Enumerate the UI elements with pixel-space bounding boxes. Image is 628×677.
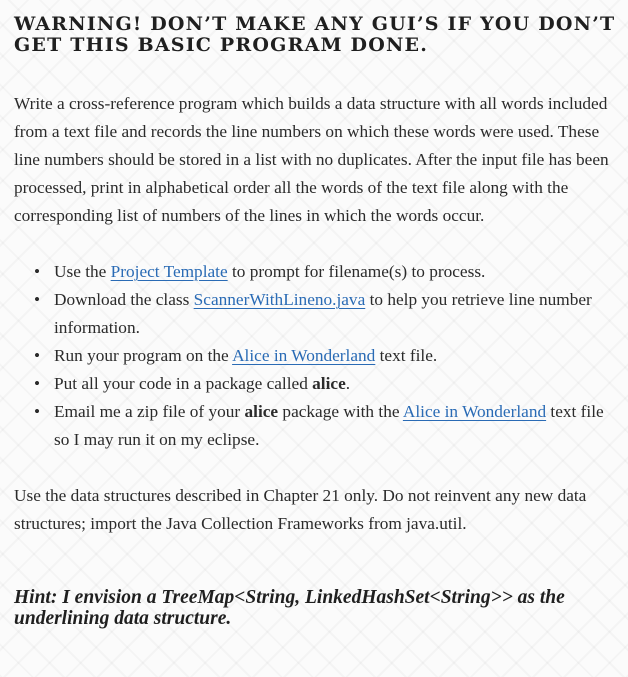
project-template-link[interactable]: Project Template [110,262,228,281]
package-name: alice [312,374,346,393]
task-text: . [345,374,351,393]
task-text: Email me a zip file of your [54,402,245,421]
task-list [14,258,618,454]
task-text: Use the [54,262,111,281]
alice-in-wonderland-link[interactable]: Alice in Wonderland [402,402,547,421]
task-text: package with the [278,402,403,421]
list-item [14,258,618,286]
list-item [14,286,618,342]
task-text: Download the class [54,290,194,309]
bullet-icon: • [34,290,41,309]
hint-text: Hint: I envision a TreeMap<String, LinkedHashSet<String>> as the underlining data structure. [14,587,565,629]
list-item [14,398,618,454]
package-name: alice [244,402,279,421]
task-text: to help you retrieve line number information. [54,290,592,337]
task-text: Put all your code in a package called [54,374,313,393]
task-text: text file. [375,346,438,365]
warning-heading: WARNING! DON’T MAKE ANY GUI’S IF YOU DON’T GET THIS BASIC PROGRAM DONE. [14,13,616,56]
bullet-icon: • [34,402,41,421]
bullet-icon: • [34,346,41,365]
intro-paragraph: Write a cross-reference program which builds a data structure with all words included from a text file and records the line numbers on which these words were used. These line numbers should be stored in a list with no duplicates. After the input file has been processed, print in alphabetical order all the words of the text file along with the corresponding list of numbers of the lines in which the words occur. [14,94,609,225]
assignment-page [14,14,618,629]
list-item [14,370,618,398]
task-text: text file so I may run it on my eclipse. [54,402,604,449]
bullet-icon: • [34,374,41,393]
closing-paragraph: Use the data structures described in Chapter 21 only. Do not reinvent any new data structures; import the Java Collection Frameworks from java.util. [14,486,587,533]
task-text: Run your program on the [54,346,233,365]
task-text: to prompt for filename(s) to process. [227,262,486,281]
scanner-with-lineno-link[interactable]: ScannerWithLineno.java [193,290,366,309]
alice-in-wonderland-link[interactable]: Alice in Wonderland [232,346,376,365]
bullet-icon: • [34,262,41,281]
list-item [14,342,618,370]
